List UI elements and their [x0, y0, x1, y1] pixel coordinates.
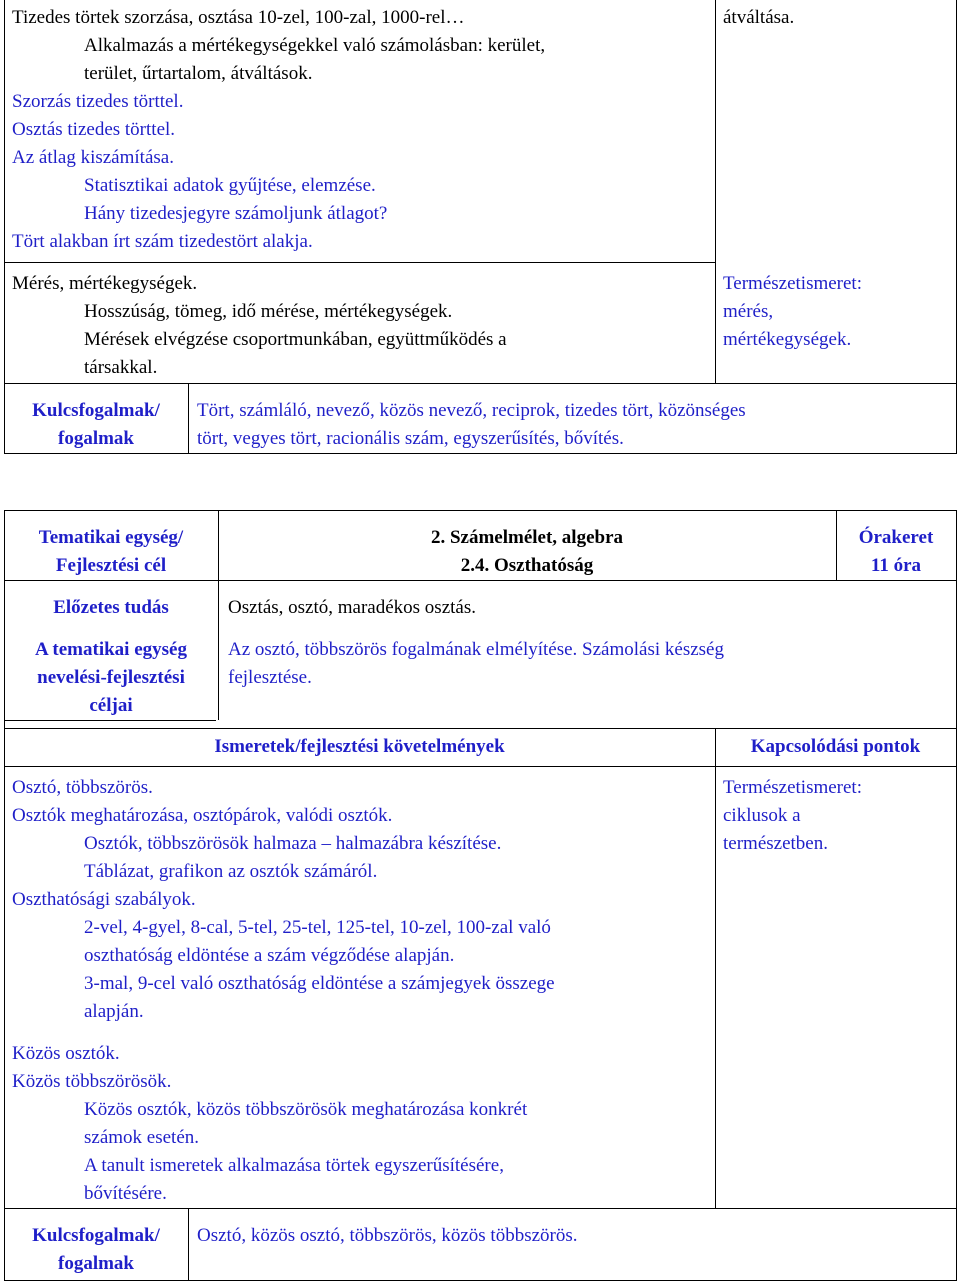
requirement-line: Osztók meghatározása, osztópárok, valódi osztók. — [12, 805, 393, 826]
connection-line: Természetismeret: — [723, 273, 862, 294]
requirement-line: oszthatóság eldöntése a szám végződése alapján. — [84, 945, 455, 966]
bottom-key-label — [4, 1222, 188, 1278]
requirement-line: A tanult ismeretek alkalmazása törtek egyszerűsítésére, — [84, 1155, 504, 1176]
unit-label-line-2: Fejlesztési cél — [55, 555, 167, 576]
content-line: Szorzás tizedes törttel. — [12, 91, 184, 112]
bottom-table-left-border — [4, 510, 5, 1281]
requirement-line: Közös osztók, közös többszörösök meghatározása konkrét — [84, 1099, 528, 1120]
requirement-line: alapján. — [84, 1001, 144, 1022]
connection-line: ciklusok a — [723, 805, 801, 826]
unit-title-line-2: 2.4. Oszthatóság — [460, 555, 594, 576]
top-table-col-divider — [715, 0, 716, 383]
top-table-row-divider-2 — [4, 383, 957, 384]
key-row-top — [4, 1208, 957, 1209]
column-header-bottom — [4, 766, 957, 767]
requirements-list-a — [12, 774, 555, 1026]
unit-title-line-1: 2. Számelmélet, algebra — [430, 527, 624, 548]
measure-line: Mérés, mértékegységek. — [12, 273, 198, 294]
goals-label-line-1: A tematikai egység — [35, 639, 187, 660]
requirement-line: 2-vel, 4-gyel, 8-cal, 5-tel, 25-tel, 125-tel, 10-zel, 100-zal való — [84, 917, 551, 938]
content-line: Tört alakban írt szám tizedestört alakja. — [12, 231, 313, 252]
top-key-label-line-1: Kulcsfogalmak/ — [32, 400, 160, 421]
connection-line: mérés, — [723, 301, 774, 322]
requirement-line: Osztó, többszörös. — [12, 777, 153, 798]
top-key-text-line-1: Tört, számláló, nevező, közös nevező, reciprok, tizedes tört, közönséges — [197, 400, 746, 421]
bottom-key-divider — [188, 1208, 189, 1281]
connection-line: Természetismeret: — [723, 777, 862, 798]
content-line: Statisztikai adatok gyűjtése, elemzése. — [84, 175, 376, 196]
measure-line: társakkal. — [84, 357, 158, 378]
top-content-list — [12, 4, 545, 256]
goals-value — [228, 636, 724, 692]
content-line: terület, űrtartalom, átváltások. — [84, 63, 313, 84]
bottom-table-top-border — [4, 510, 957, 511]
prior-label: Előzetes tudás — [53, 597, 169, 618]
top-right-text: átváltása. — [723, 7, 795, 28]
top-key-text — [197, 397, 746, 453]
goals-value-line-2: fejlesztése. — [228, 667, 312, 688]
connections-header: Kapcsolódási pontok — [750, 736, 921, 757]
requirements-header: Ismeretek/fejlesztési követelmények — [214, 736, 505, 757]
top-key-label — [4, 397, 188, 453]
requirement-line: bővítésére. — [84, 1183, 167, 1204]
connections-list — [723, 774, 862, 858]
requirement-line: 3-mal, 9-cel való oszthatóság eldöntése a számjegyek összege — [84, 973, 555, 994]
content-line: Az átlag kiszámítása. — [12, 147, 174, 168]
requirement-line: Osztók, többszörösök halmaza – halmazábra készítése. — [84, 833, 502, 854]
content-line: Osztás tizedes törttel. — [12, 119, 176, 140]
measure-line: Mérések elvégzése csoportmunkában, együttműködés a — [84, 329, 507, 350]
top-table-left-border — [4, 0, 5, 453]
top-table-row-divider-1 — [4, 262, 716, 263]
goals-label-line-2: nevelési-fejlesztési — [37, 667, 185, 688]
hours-label: Órakeret — [858, 527, 934, 548]
header-row-divider — [4, 580, 957, 581]
goals-row-bottom-left — [4, 720, 216, 721]
top-key-label-line-2: fogalmak — [58, 428, 134, 449]
bottom-table-right-border — [956, 510, 957, 1281]
content-line: Tizedes törtek szorzása, osztása 10-zel, 100-zal, 1000-rel… — [12, 7, 465, 28]
goals-value-line-1: Az osztó, többszörös fogalmának elmélyítése. Számolási készség — [228, 639, 724, 660]
top-table-key-divider — [188, 383, 189, 453]
hours-cell — [836, 524, 956, 580]
bottom-key-label-line-1: Kulcsfogalmak/ — [32, 1225, 160, 1246]
top-key-text-line-2: tört, vegyes tört, racionális szám, egyszerűsítés, bővítés. — [197, 428, 624, 449]
unit-label — [4, 524, 218, 580]
requirement-line: Közös többszörösök. — [12, 1071, 172, 1092]
unit-title — [218, 524, 836, 580]
measure-list — [12, 270, 507, 382]
measure-connections — [723, 270, 862, 354]
measure-line: Hosszúság, tömeg, idő mérése, mértékegységek. — [84, 301, 453, 322]
requirements-col-divider — [715, 728, 716, 1208]
connection-line: mértékegységek. — [723, 329, 852, 350]
content-line: Hány tizedesjegyre számoljunk átlagot? — [84, 203, 388, 224]
requirement-line: Oszthatósági szabályok. — [12, 889, 196, 910]
requirements-list-b — [12, 1040, 527, 1208]
requirement-line: Táblázat, grafikon az osztók számáról. — [84, 861, 378, 882]
prior-value: Osztás, osztó, maradékos osztás. — [228, 597, 476, 618]
hours-value: 11 óra — [870, 555, 922, 576]
goals-row-bottom — [4, 728, 957, 729]
top-table-right-border — [956, 0, 957, 453]
content-line: Alkalmazás a mértékegységekkel való számolásban: kerület, — [84, 35, 546, 56]
unit-label-line-1: Tematikai egység/ — [38, 527, 184, 548]
connection-line: természetben. — [723, 833, 828, 854]
goals-label-line-3: céljai — [89, 695, 133, 716]
bottom-key-label-line-2: fogalmak — [58, 1253, 134, 1274]
bottom-key-text: Osztó, közös osztó, többszörös, közös többszörös. — [197, 1225, 578, 1246]
goals-label — [4, 636, 218, 720]
requirement-line: számok esetén. — [84, 1127, 200, 1148]
top-table-bottom-border — [4, 453, 957, 454]
requirement-line: Közös osztók. — [12, 1043, 120, 1064]
